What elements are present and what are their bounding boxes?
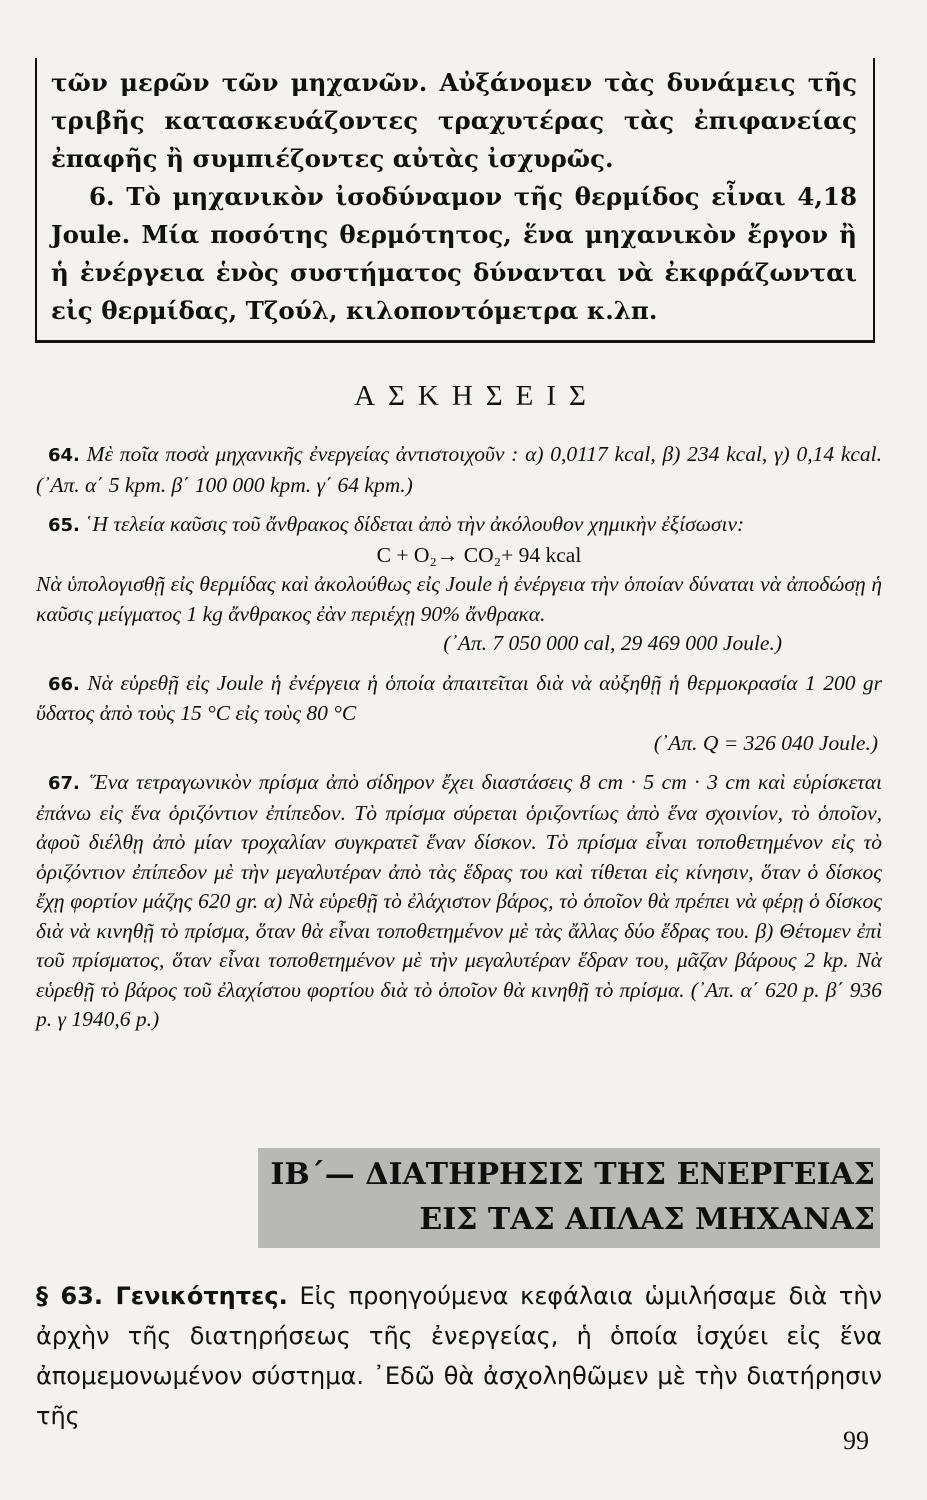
exercise-answer: (᾿Απ. 7 050 000 cal, 29 469 000 Joule.) bbox=[443, 631, 782, 655]
exercise-answer: (᾿Απ. α΄ 620 p. β΄ 936 p. γ 1940,6 p.) bbox=[36, 977, 882, 1031]
exercises-list bbox=[36, 440, 882, 1035]
exercise-text-continued: Νὰ ὑπολογισθῇ εἰς θερμίδας καὶ ἀκολούθως εἰς Joule ἡ ἐνέργεια τὴν ὁποίαν δύναται νὰ ἀποδώσῃ ἡ καῦσις μείγματος 1 kg ἄνθρακος ἐὰν περιέχῃ 90% ἄνθρακα. bbox=[36, 572, 882, 626]
exercise-text: Μὲ ποῖα ποσὰ μηχανικῆς ἐνεργείας ἀντιστοιχοῦν : α) 0,0117 kcal, β) 234 kcal, γ) 0,14 kcal. bbox=[86, 442, 883, 466]
page-number: 99 bbox=[843, 1426, 869, 1455]
exercise-67 bbox=[36, 768, 882, 1035]
exercise-text: ῞Ενα τετραγωνικὸν πρίσμα ἀπὸ σίδηρον ἔχει διαστάσεις 8 cm · 5 cm · 3 cm καὶ εὑρίσκεται ἐπάνω εἰς ἕνα ὁριζόντιον ἐπίπεδον. Τὸ πρίσμα σύρεται ὁριζοντίως ἀπὸ ἕνα σχοινίον, τὸ ὁποῖον, ἀφοῦ διέλθῃ ἀπὸ μίαν τροχαλίαν συγκρατεῖ ἕναν δίσκον. Τὸ πρίσμα εἶναι τοποθετημένον εἰς τὸ ὁριζόντιον ἐπίπεδον μὲ τὴν μεγαλυτέραν ἀπὸ τὰς ἕδρας του καὶ τίθεται εἰς κίνησιν, ὅταν ὁ δίσκος ἔχῃ φορτίον μάζης 620 gr. α) Νὰ εὑρεθῇ τὸ ἐλάχιστον βάρος, τὸ ὁποῖον θὰ πρέπει νὰ φέρῃ ὁ δίσκος διὰ νὰ κινηθῇ τὸ πρίσμα, ὅταν θὰ εἶναι τοποθετημένον μὲ τὰς ἄλλας δύο ἕδρας του. β) Θέτομεν ἐπὶ τοῦ πρίσματος, ὅταν εἶναι τοποθετημένον μὲ τὴν μεγαλυτέραν ἕδραν του, μᾶζαν βάρους 2 kp. Νὰ εὑρεθῇ τὸ βάρος τοῦ ἐλαχίστου φορτίου διὰ τὸ ὁποῖον θὰ κινηθῇ τὸ πρίσμα. bbox=[36, 770, 883, 1002]
section-heading: § 63. Γενικότητες. bbox=[36, 1282, 288, 1310]
summary-point-6: 6. Τὸ μηχανικὸν ἰσοδύναμον τῆς θερμίδος εἶναι 4,18 Joule. Μία ποσότης θερμότητος, ἕνα μηχανικὸν ἔργον ἢ ἡ ἐνέργεια ἑνὸς συστήματος δύνανται νὰ ἐκφράζωνται εἰς θερμίδας, Τζούλ, κιλοποντόμετρα κ.λπ. bbox=[51, 182, 857, 325]
exercise-66 bbox=[36, 669, 882, 729]
exercise-number: 65. bbox=[48, 515, 80, 536]
exercise-text: ῾Η τελεία καῦσις τοῦ ἄνθρακος δίδεται ἀπὸ τὴν ἀκόλουθον χημικὴν ἐξίσωσιν: bbox=[85, 512, 745, 536]
summary-intro: τῶν μερῶν τῶν μηχανῶν. Αὐξάνομεν τὰς δυνάμεις τῆς τριβῆς κατασκευάζοντες τραχυτέρας τὰς ἐπιφανείας ἐπαφῆς ἢ συμπιέζοντες αὐτὰς ἰσχυρῶς. bbox=[51, 68, 857, 173]
exercise-number: 67. bbox=[48, 773, 80, 794]
exercise-number: 64. bbox=[48, 445, 80, 466]
exercise-answer: (᾿Απ. Q = 326 040 Joule.) bbox=[653, 730, 878, 755]
section-text: Εἰς προηγούμενα κεφάλαια ὡμιλήσαμε διὰ τὴν ἀρχὴν τῆς διατηρήσεως τῆς ἐνεργείας, ἡ ὁποία ἰσχύει εἰς ἕνα ἀπομεμονωμένον σύστημα. ᾿Εδῶ θὰ ἀσχοληθῶμεν μὲ τὴν διατήρησιν τῆς bbox=[36, 1282, 882, 1430]
chapter-title-line-1: ΙΒ΄— ΔΙΑΤΗΡΗΣΙΣ ΤΗΣ ΕΝΕΡΓΕΙΑΣ bbox=[270, 1157, 875, 1192]
summary-text bbox=[51, 64, 857, 330]
exercise-65 bbox=[36, 510, 882, 541]
exercise-text: Νὰ εὑρεθῇ εἰς Joule ἡ ἐνέργεια ἡ ὁποία ἀπαιτεῖται διὰ νὰ αὐξηθῇ ἡ θερμοκρασία 1 200 gr ὕδατος ἀπὸ τοὺς 15 °C εἰς τοὺς 80 °C bbox=[36, 670, 883, 725]
chapter-title-line-2: ΕΙΣ ΤΑΣ ΑΠΛΑΣ ΜΗΧΑΝΑΣ bbox=[419, 1202, 875, 1237]
exercise-number: 66. bbox=[48, 673, 80, 695]
exercise-64 bbox=[36, 440, 882, 500]
exercises-title: ΑΣΚΗΣΕΙΣ bbox=[354, 380, 599, 412]
exercise-answer: (᾿Απ. α΄ 5 kpm. β΄ 100 000 kpm. γ΄ 64 kpm.) bbox=[36, 472, 413, 497]
chemical-equation: C + O₂→ CO₂+ 94 kcal bbox=[376, 542, 582, 567]
section-63 bbox=[36, 1276, 882, 1436]
